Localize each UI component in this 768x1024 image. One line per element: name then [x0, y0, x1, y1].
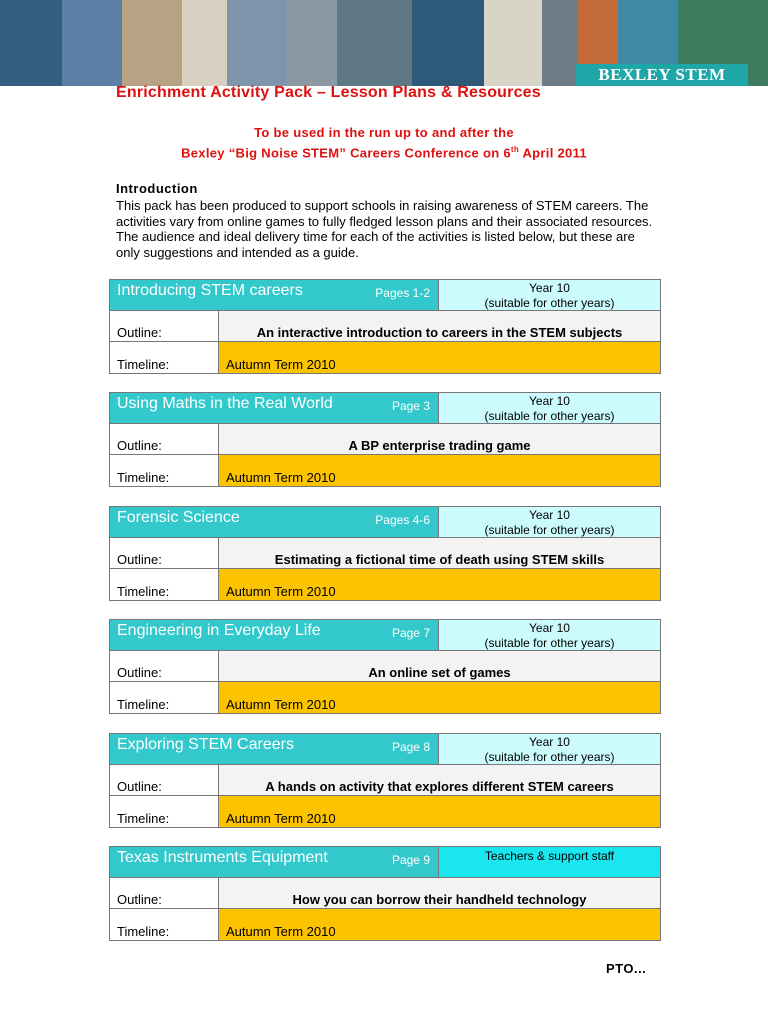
outline-label: Outline:	[109, 765, 219, 796]
activity-header	[109, 733, 439, 765]
intro-paragraph: This pack has been produced to support schools in raising awareness of STEM careers. The activities vary from online games to fully fledged lesson plans and their associated resources. The audience and ideal delivery time for each of the activities is listed below, but these are only suggestions and intended as a guide.	[116, 198, 653, 260]
activity-outline: Estimating a fictional time of death using STEM skills	[219, 538, 661, 569]
activity-outline: A BP enterprise trading game	[219, 424, 661, 455]
header-photo-banner	[0, 0, 768, 86]
timeline-label: Timeline:	[109, 455, 219, 487]
activity-header	[109, 392, 439, 424]
activity-audience	[439, 733, 661, 765]
activity-name: Using Maths in the Real World	[117, 395, 333, 412]
timeline-label: Timeline:	[109, 796, 219, 828]
activity-timeline: Autumn Term 2010	[219, 796, 661, 828]
activity-outline: A hands on activity that explores different STEM careers	[219, 765, 661, 796]
outline-label: Outline:	[109, 311, 219, 342]
timeline-label: Timeline:	[109, 342, 219, 374]
activity-audience	[439, 846, 661, 878]
activity-outline: How you can borrow their handheld technology	[219, 878, 661, 909]
activity-table	[109, 733, 661, 828]
please-turn-over: PTO...	[606, 961, 647, 976]
outline-label: Outline:	[109, 538, 219, 569]
activity-pages: Pages 1-2	[375, 286, 430, 300]
activity-name: Exploring STEM Careers	[117, 736, 294, 753]
activity-outline: An online set of games	[219, 651, 661, 682]
activity-timeline: Autumn Term 2010	[219, 455, 661, 487]
activity-timeline: Autumn Term 2010	[219, 909, 661, 941]
audience-note: (suitable for other years)	[484, 296, 615, 310]
activity-pages: Page 8	[391, 740, 430, 754]
audience-year: Year 10	[529, 394, 570, 408]
activity-header	[109, 506, 439, 538]
activity-audience	[439, 279, 661, 311]
timeline-label: Timeline:	[109, 569, 219, 601]
activity-audience	[439, 392, 661, 424]
photo-tile-machinery	[122, 0, 182, 86]
activity-audience	[439, 506, 661, 538]
activity-timeline: Autumn Term 2010	[219, 569, 661, 601]
activity-timeline: Autumn Term 2010	[219, 342, 661, 374]
activity-name: Introducing STEM careers	[117, 282, 303, 299]
subtitle-superscript: th	[510, 145, 520, 154]
outline-label: Outline:	[109, 878, 219, 909]
activity-outline: An interactive introduction to careers in the STEM subjects	[219, 311, 661, 342]
activity-pages: Page 3	[391, 399, 430, 413]
photo-tile-engineer	[484, 0, 542, 86]
audience-year: Year 10	[529, 281, 570, 295]
photo-tile-bridge	[227, 0, 287, 86]
photo-tile-lab	[337, 0, 412, 86]
activity-header	[109, 619, 439, 651]
activity-pages: Pages 4-6	[375, 513, 430, 527]
activity-table	[109, 619, 661, 714]
photo-tile-space	[62, 0, 122, 86]
photo-tile-scientist	[182, 0, 227, 86]
outline-label: Outline:	[109, 424, 219, 455]
activity-name: Texas Instruments Equipment	[117, 849, 328, 866]
audience-note: (suitable for other years)	[484, 409, 615, 423]
activity-audience	[439, 619, 661, 651]
activity-pages: Page 7	[391, 626, 430, 640]
photo-tile-globe	[0, 0, 62, 86]
activity-table	[109, 506, 661, 601]
subtitle-line-1: To be used in the run up to and after the	[254, 125, 514, 140]
audience-year: Teachers & support staff	[484, 849, 615, 863]
audience-note: (suitable for other years)	[484, 750, 615, 764]
subtitle-line-2-text: Bexley “Big Noise STEM” Careers Conference on 6	[181, 145, 511, 161]
activity-timeline: Autumn Term 2010	[219, 682, 661, 714]
intro-heading: Introduction	[116, 181, 198, 196]
audience-year: Year 10	[529, 508, 570, 522]
activity-header	[109, 279, 439, 311]
timeline-label: Timeline:	[109, 682, 219, 714]
activity-pages: Page 9	[391, 853, 430, 867]
activity-table	[109, 846, 661, 941]
subtitle-line-2	[0, 145, 768, 160]
activity-table	[109, 392, 661, 487]
page-title: Enrichment Activity Pack – Lesson Plans & Resources	[116, 84, 541, 101]
audience-note: (suitable for other years)	[484, 636, 615, 650]
activity-name: Forensic Science	[117, 509, 240, 526]
photo-tile-industry	[287, 0, 337, 86]
audience-note: (suitable for other years)	[484, 523, 615, 537]
outline-label: Outline:	[109, 651, 219, 682]
activity-header	[109, 846, 439, 878]
subtitle-line-2-date: April 2011	[519, 145, 587, 161]
photo-tile-diver	[412, 0, 484, 86]
activity-table	[109, 279, 661, 374]
audience-year: Year 10	[529, 621, 570, 635]
bexley-stem-logo: BEXLEY STEM	[576, 64, 748, 86]
activity-name: Engineering in Everyday Life	[117, 622, 321, 639]
photo-tile-worker	[542, 0, 578, 86]
audience-year: Year 10	[529, 735, 570, 749]
timeline-label: Timeline:	[109, 909, 219, 941]
